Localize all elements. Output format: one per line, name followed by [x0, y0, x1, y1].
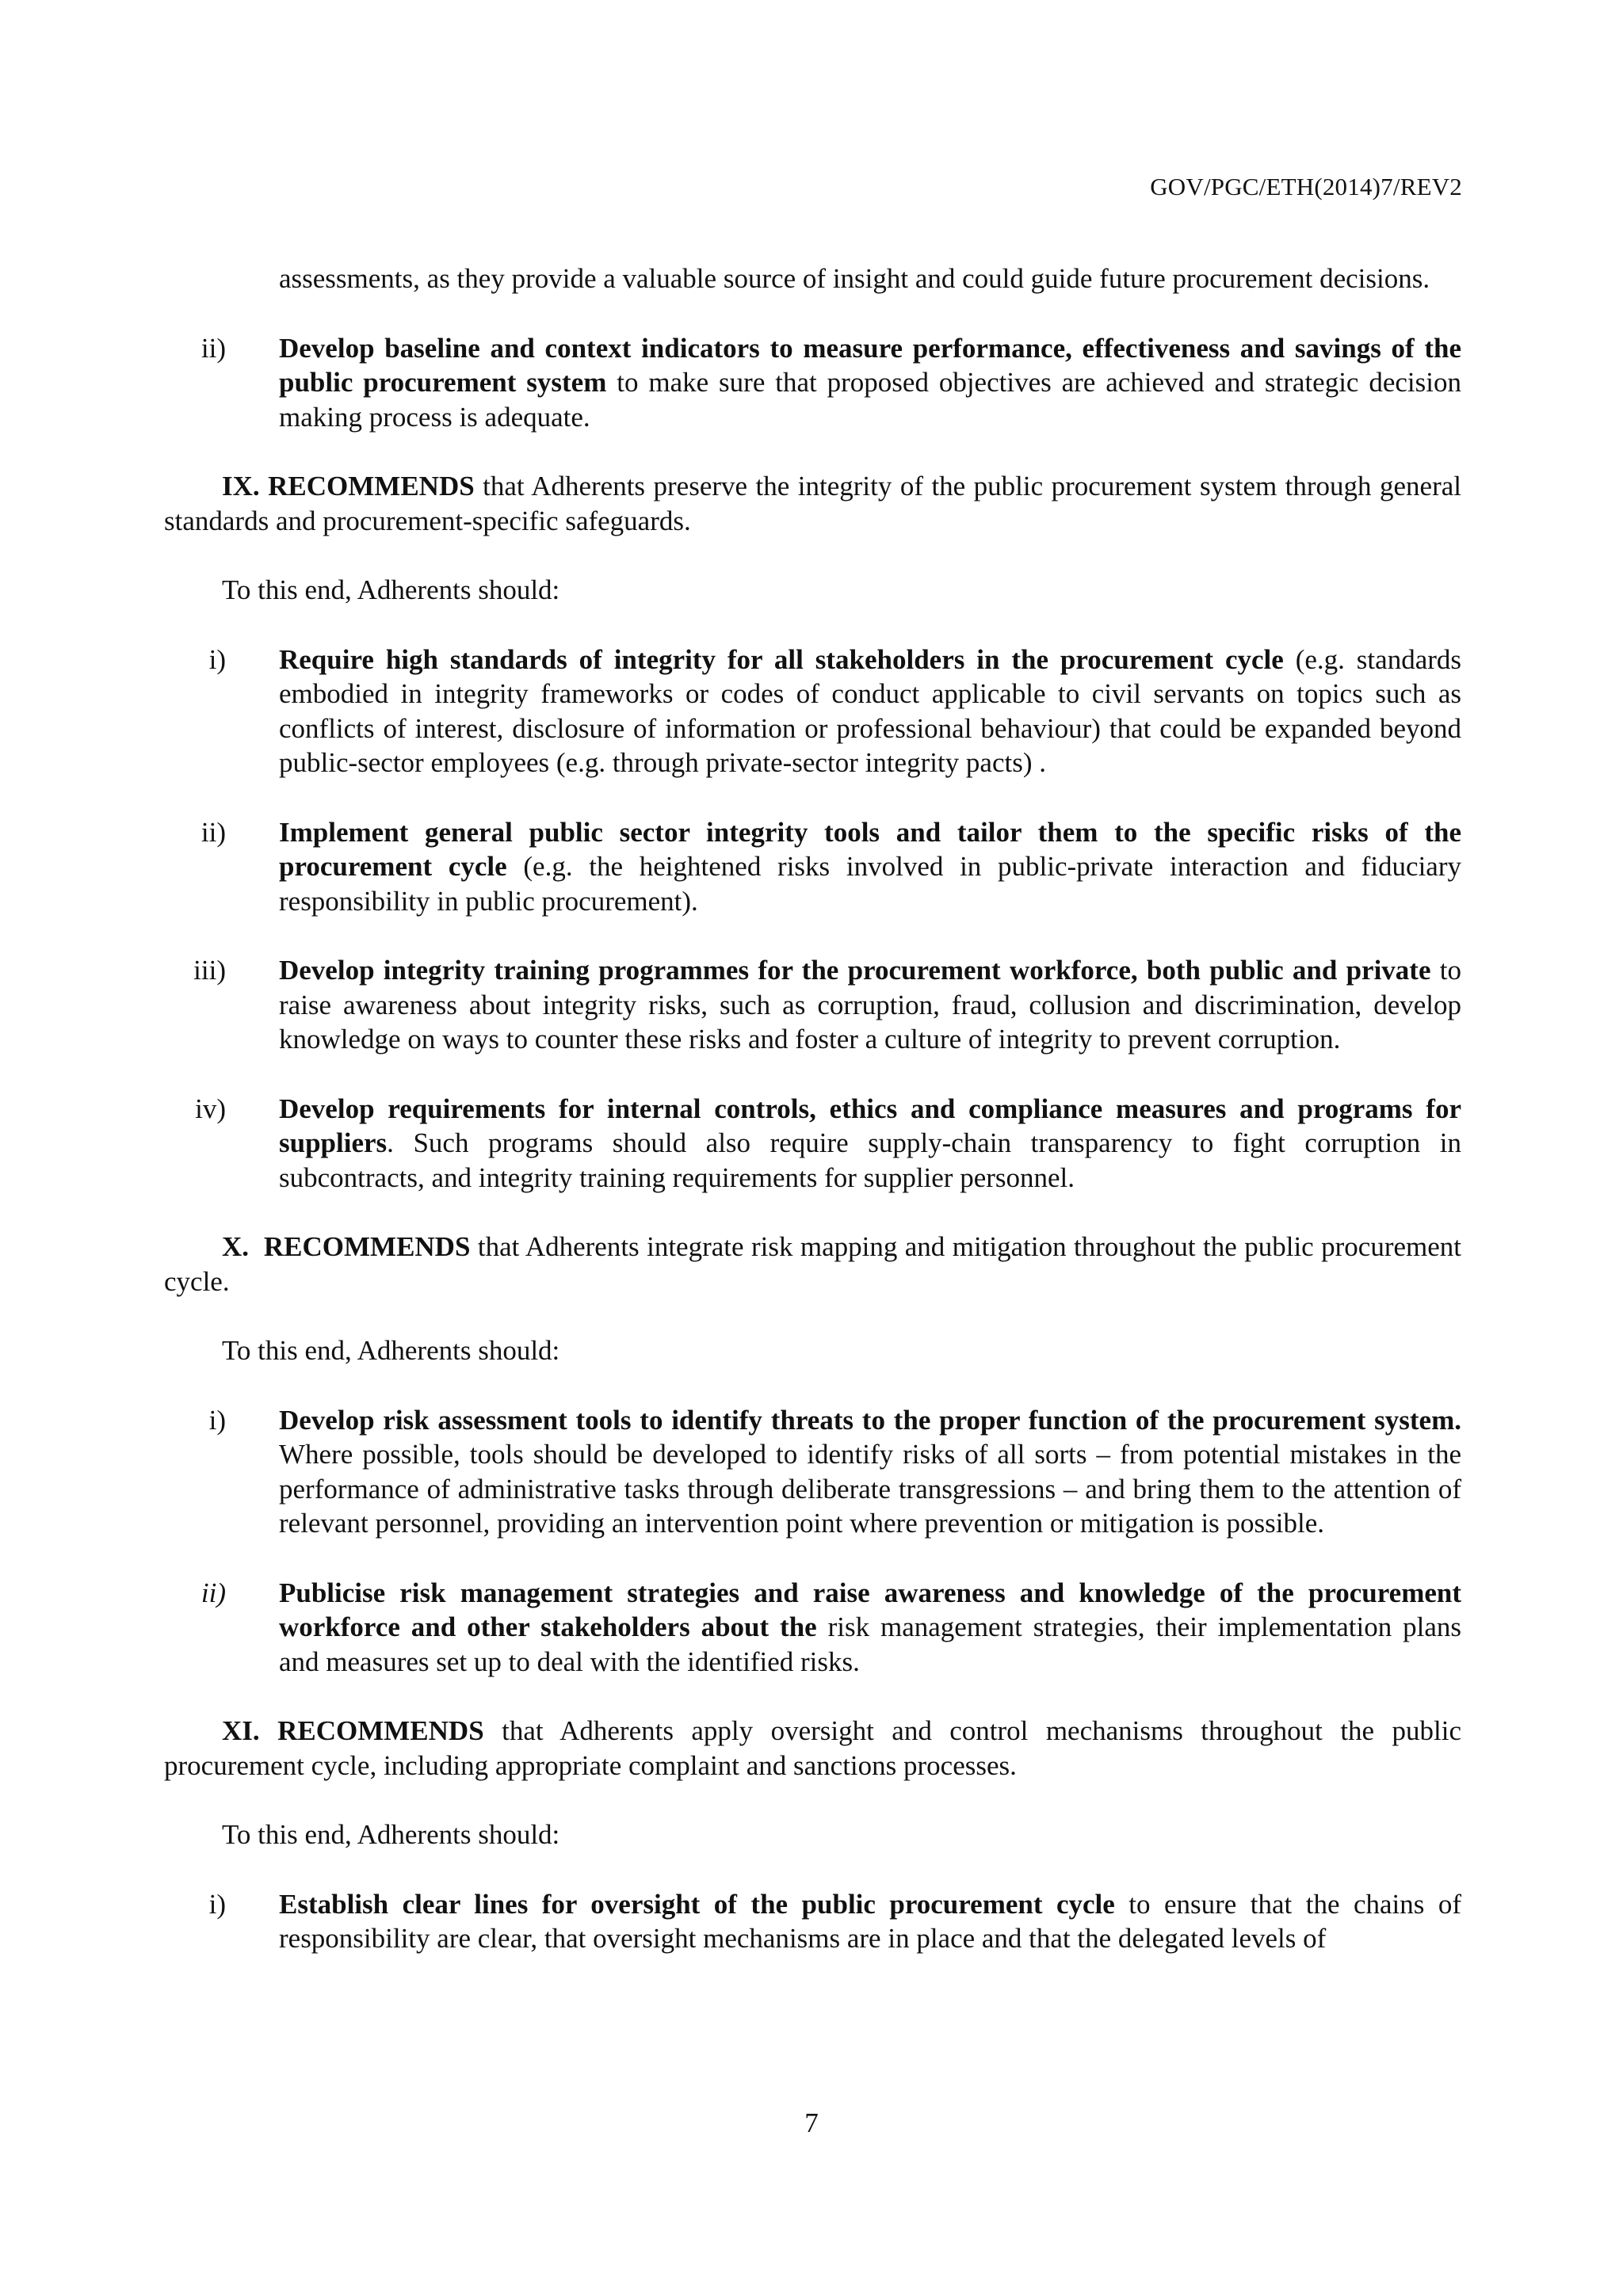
list-item-text: Where possible, tools should be developed to identify risks of all sorts – from potential mistakes in the performance of administrative tasks through deliberate transgressions – and bring them to the attention of relevant personnel, providing an intervention point where prevention or mitigation is possible.: [279, 1439, 1461, 1539]
list-marker: iii): [193, 955, 226, 986]
list-item-text: (e.g. the heightened risks involved in public-private interaction and fiduciary responsibility in public procurement).: [279, 851, 1461, 917]
list-marker: i): [208, 643, 226, 675]
list-item-heading: Implement general public sector integrity tools and tailor them to the specific risks of the procurement cycle: [279, 816, 1461, 882]
recommendation-text: that Adherents integrate risk mapping and mitigation throughout the public procurement cycle.: [164, 1231, 1461, 1297]
recommendation-text: that Adherents apply oversight and control mechanisms throughout the public procurement cycle, including appropriate complaint and sanctions processes.: [164, 1715, 1462, 1781]
recommendation-x: [164, 1230, 1461, 1299]
list-item-heading: Develop risk assessment tools to identify threats to the proper function of the procurement system.: [279, 1404, 1461, 1436]
list-item-heading: Develop requirements for internal controls, ethics and compliance measures and programs for suppliers: [279, 1093, 1461, 1158]
list-item-text: to make sure that proposed objectives are achieved and strategic decision making process is adequate.: [279, 367, 1461, 433]
section-numeral: IX.: [222, 471, 260, 502]
list-item: [164, 1092, 1461, 1196]
section-numeral: X.: [222, 1231, 250, 1262]
list-marker: ii): [200, 1577, 226, 1608]
list-item-text: to raise awareness about integrity risks, such as corruption, fraud, collusion and discrimination, develop knowledge on ways to counter these risks and foster a culture of integrity to prevent corruption.: [279, 955, 1461, 1055]
list-item-text: risk management strategies, their implementation plans and measures set up to deal with the identified risks.: [279, 1611, 1461, 1677]
list-item: [164, 1403, 1461, 1541]
list-marker: ii): [200, 332, 226, 364]
list-item: [164, 331, 1461, 435]
section-lead: To this end, Adherents should:: [222, 1335, 560, 1366]
list-marker: i): [208, 1888, 226, 1920]
list-item-heading: Publicise risk management strategies and raise awareness and knowledge of the procurement workforce and other stakeholders about the: [279, 1577, 1461, 1642]
recommends-keyword: RECOMMENDS: [263, 1231, 471, 1262]
list-item-heading: Establish clear lines for oversight of the public procurement cycle: [279, 1888, 1115, 1920]
continuation-paragraph: [164, 261, 1461, 296]
page-number: 7: [804, 2107, 819, 2138]
list-item: [164, 643, 1461, 780]
recommends-keyword: RECOMMENDS: [268, 471, 475, 502]
document-body: [164, 261, 1461, 1991]
list-item-heading: Develop baseline and context indicators to measure performance, effectiveness and savings of the public procurement system: [279, 332, 1461, 398]
list-marker: iv): [195, 1093, 226, 1124]
list-item-heading: Require high standards of integrity for all stakeholders in the procurement cycle: [279, 643, 1284, 675]
list-item: [164, 1576, 1461, 1680]
list-item: [164, 1887, 1461, 1956]
list-item-text: (e.g. standards embodied in integrity frameworks or codes of conduct applicable to civil servants on topics such as conflicts of interest, disclosure of information or professional behaviour) that could be expanded beyond public-sector employees (e.g. through private-sector integrity pacts) .: [279, 643, 1462, 778]
list-marker: ii): [200, 816, 226, 848]
recommendation-ix: [164, 469, 1461, 538]
list-item-text: to ensure that the chains of responsibility are clear, that oversight mechanisms are in place and that the delegated levels of: [279, 1888, 1461, 1954]
list-item-text: . Such programs should also require supply-chain transparency to fight corruption in subcontracts, and integrity training requirements for supplier personnel.: [279, 1127, 1461, 1193]
document-reference: GOV/PGC/ETH(2014)7/REV2: [1150, 173, 1462, 200]
list-marker: i): [208, 1404, 226, 1436]
list-item: [164, 815, 1461, 919]
recommendation-text: that Adherents preserve the integrity of the public procurement system through general standards and procurement-specific safeguards.: [164, 471, 1462, 536]
continuation-text: assessments, as they provide a valuable source of insight and could guide future procurement decisions.: [279, 263, 1430, 294]
recommends-keyword: RECOMMENDS: [277, 1715, 484, 1746]
section-lead: To this end, Adherents should:: [222, 574, 560, 605]
section-lead: To this end, Adherents should:: [222, 1819, 560, 1850]
recommendation-xi: [164, 1714, 1461, 1783]
list-item: [164, 953, 1461, 1057]
section-numeral: XI.: [222, 1715, 260, 1746]
list-item-heading: Develop integrity training programmes for the procurement workforce, both public and private: [279, 955, 1431, 986]
